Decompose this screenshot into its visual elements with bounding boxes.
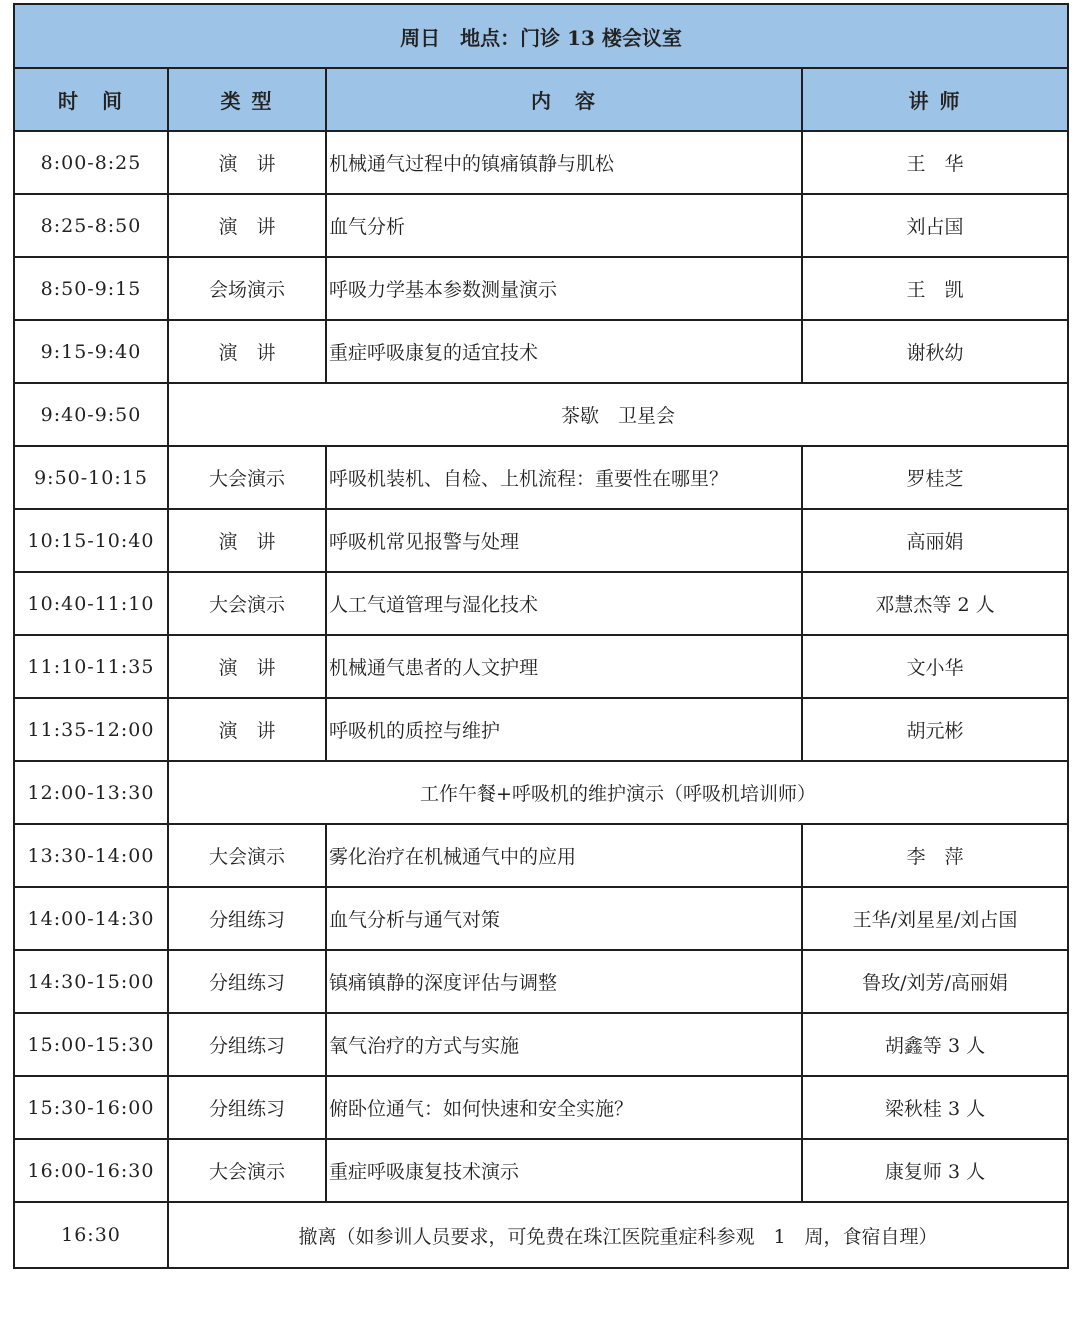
break-row [14,1202,1068,1268]
session-content: 重症呼吸康复技术演示 [326,1139,802,1202]
session-type: 演 讲 [168,698,326,761]
session-speaker: 王华/刘星星/刘占国 [802,887,1068,950]
session-speaker: 刘占国 [802,194,1068,257]
session-time: 10:15-10:40 [14,509,168,572]
session-time: 11:35-12:00 [14,698,168,761]
session-speaker: 王 华 [802,131,1068,194]
schedule-table [13,3,1069,1269]
session-row [14,950,1068,1013]
header-content: 内 容 [326,68,802,131]
session-speaker: 胡元彬 [802,698,1068,761]
session-time: 16:30 [14,1202,168,1268]
session-speaker: 鲁玫/刘芳/高丽娟 [802,950,1068,1013]
session-speaker: 李 萍 [802,824,1068,887]
session-row [14,1076,1068,1139]
header-speaker: 讲 师 [802,68,1068,131]
session-content: 人工气道管理与湿化技术 [326,572,802,635]
session-time: 13:30-14:00 [14,824,168,887]
header-row [14,68,1068,131]
break-description: 茶歇 卫星会 [168,383,1068,446]
title-row [14,4,1068,68]
session-content: 呼吸机的质控与维护 [326,698,802,761]
session-type: 分组练习 [168,887,326,950]
session-content: 血气分析与通气对策 [326,887,802,950]
session-speaker: 梁秋桂 3 人 [802,1076,1068,1139]
session-speaker: 康复师 3 人 [802,1139,1068,1202]
session-type: 演 讲 [168,320,326,383]
session-row [14,824,1068,887]
break-description: 工作午餐+呼吸机的维护演示（呼吸机培训师） [168,761,1068,824]
session-row [14,698,1068,761]
session-time: 14:30-15:00 [14,950,168,1013]
session-time: 9:40-9:50 [14,383,168,446]
session-row [14,635,1068,698]
session-type: 分组练习 [168,1013,326,1076]
session-time: 11:10-11:35 [14,635,168,698]
session-content: 重症呼吸康复的适宜技术 [326,320,802,383]
session-time: 8:25-8:50 [14,194,168,257]
session-row [14,320,1068,383]
session-content: 血气分析 [326,194,802,257]
session-type: 分组练习 [168,950,326,1013]
session-time: 8:00-8:25 [14,131,168,194]
session-time: 9:50-10:15 [14,446,168,509]
session-content: 机械通气过程中的镇痛镇静与肌松 [326,131,802,194]
session-type: 演 讲 [168,509,326,572]
session-row [14,446,1068,509]
session-content: 俯卧位通气：如何快速和安全实施？ [326,1076,802,1139]
break-row [14,383,1068,446]
session-type: 分组练习 [168,1076,326,1139]
session-time: 15:30-16:00 [14,1076,168,1139]
session-row [14,131,1068,194]
session-type: 演 讲 [168,131,326,194]
session-speaker: 胡鑫等 3 人 [802,1013,1068,1076]
session-time: 16:00-16:30 [14,1139,168,1202]
break-row [14,761,1068,824]
session-row [14,194,1068,257]
session-speaker: 王 凯 [802,257,1068,320]
break-description: 撤离（如参训人员要求，可免费在珠江医院重症科参观 1 周，食宿自理） [168,1202,1068,1268]
session-content: 呼吸机常见报警与处理 [326,509,802,572]
session-speaker: 高丽娟 [802,509,1068,572]
session-time: 15:00-15:30 [14,1013,168,1076]
session-type: 演 讲 [168,194,326,257]
session-row [14,887,1068,950]
header-type: 类 型 [168,68,326,131]
session-time: 10:40-11:10 [14,572,168,635]
session-content: 呼吸力学基本参数测量演示 [326,257,802,320]
session-speaker: 罗桂芝 [802,446,1068,509]
schedule-title: 周日 地点：门诊 13 楼会议室 [14,4,1068,68]
session-time: 12:00-13:30 [14,761,168,824]
session-type: 演 讲 [168,635,326,698]
session-speaker: 文小华 [802,635,1068,698]
session-speaker: 邓慧杰等 2 人 [802,572,1068,635]
session-content: 雾化治疗在机械通气中的应用 [326,824,802,887]
session-type: 大会演示 [168,1139,326,1202]
session-type: 会场演示 [168,257,326,320]
session-time: 9:15-9:40 [14,320,168,383]
session-time: 8:50-9:15 [14,257,168,320]
session-content: 镇痛镇静的深度评估与调整 [326,950,802,1013]
session-row [14,1013,1068,1076]
session-row [14,509,1068,572]
session-type: 大会演示 [168,824,326,887]
session-content: 呼吸机装机、自检、上机流程：重要性在哪里？ [326,446,802,509]
session-content: 机械通气患者的人文护理 [326,635,802,698]
session-content: 氧气治疗的方式与实施 [326,1013,802,1076]
session-row [14,572,1068,635]
header-time: 时 间 [14,68,168,131]
session-row [14,1139,1068,1202]
schedule-body [14,4,1068,1268]
session-time: 14:00-14:30 [14,887,168,950]
session-row [14,257,1068,320]
session-speaker: 谢秋幼 [802,320,1068,383]
session-type: 大会演示 [168,446,326,509]
session-type: 大会演示 [168,572,326,635]
